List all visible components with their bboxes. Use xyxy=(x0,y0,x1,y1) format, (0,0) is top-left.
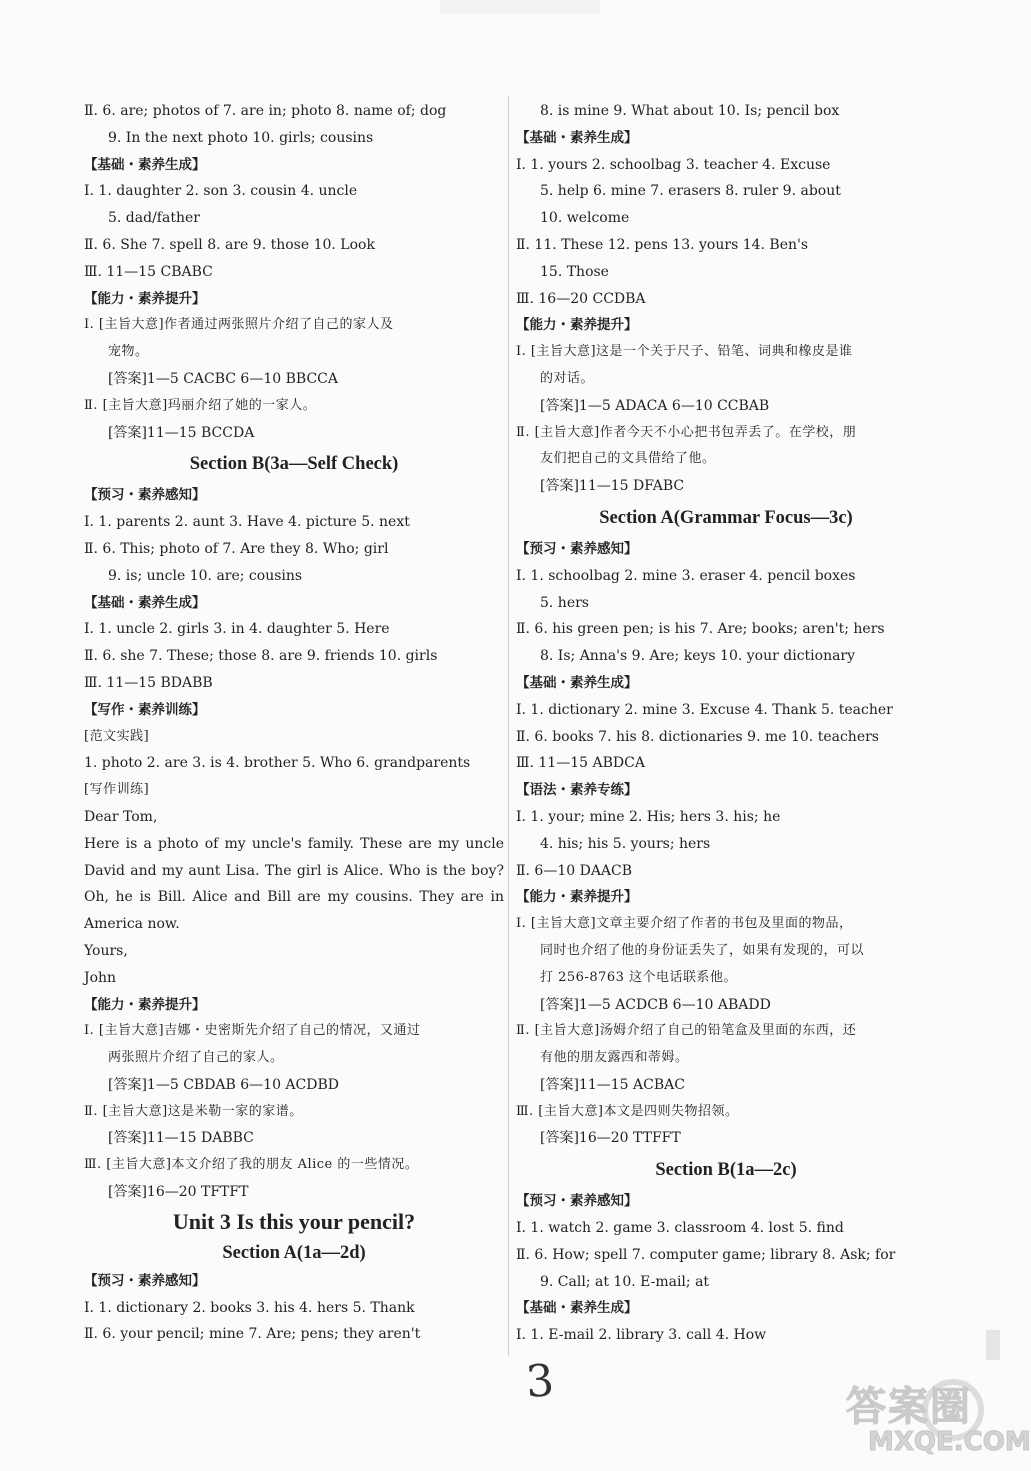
watermark-logo xyxy=(802,1369,1031,1465)
category-heading: 【预习・素养感知】 xyxy=(84,1272,206,1289)
section-title: Section A(Grammar Focus—3c) xyxy=(599,507,853,528)
answer-line: Ⅰ. 1. watch 2. game 3. classroom 4. lost 5. find xyxy=(516,1220,844,1237)
answer-line: America now. xyxy=(84,916,180,933)
answer-line: [答案]16—20 TTFFT xyxy=(540,1130,681,1147)
category-heading: 【能力・素养提升】 xyxy=(516,317,638,334)
category-heading: 【预习・素养感知】 xyxy=(516,1193,638,1210)
answer-line: Ⅰ. 1. uncle 2. girls 3. in 4. daughter 5. Here xyxy=(84,621,390,638)
answer-line: [答案]1—5 CACBC 6—10 BBCCA xyxy=(108,370,338,387)
answer-line: Yours, xyxy=(84,942,128,959)
answer-line: [答案]11—15 BCCDA xyxy=(108,424,255,441)
category-heading: 【能力・素养提升】 xyxy=(84,290,206,307)
answer-line: Ⅲ. 11—15 BDABB xyxy=(84,674,213,691)
answer-line: Ⅰ. 1. E-mail 2. library 3. call 4. How xyxy=(516,1327,767,1344)
category-heading: 【基础・素养生成】 xyxy=(516,129,638,146)
answer-line: [答案]1—5 ADACA 6—10 CCBAB xyxy=(540,397,770,414)
answer-line: Ⅰ. 1. dictionary 2. mine 3. Excuse 4. Thank 5. teacher xyxy=(516,701,893,718)
category-heading: 【语法・素养专练】 xyxy=(516,782,638,799)
answer-line: 同时也介绍了他的身份证丢失了，如果有发现的，可以 xyxy=(540,942,865,958)
answer-line: David and my aunt Lisa. The girl is Alice. Who is the boy? xyxy=(84,862,504,879)
watermark-url: MXQE.COM xyxy=(868,1427,1031,1457)
page-number: 3 xyxy=(524,1355,556,1408)
answer-line: Ⅰ. [主旨大意]吉娜・史密斯先介绍了自己的情况，又通过 xyxy=(84,1023,421,1039)
answer-line: Ⅰ. 1. daughter 2. son 3. cousin 4. uncle xyxy=(84,183,358,200)
answer-line: Ⅱ. [主旨大意]作者今天不小心把书包弄丢了。在学校，朋 xyxy=(516,424,857,440)
answer-line: Ⅰ. 1. schoolbag 2. mine 3. eraser 4. pencil boxes xyxy=(516,567,856,584)
answer-line: 8. is mine 9. What about 10. Is; pencil box xyxy=(540,103,840,119)
category-heading: 【基础・素养生成】 xyxy=(84,594,206,611)
answer-line: 两张照片介绍了自己的家人。 xyxy=(108,1050,284,1066)
answer-line: 4. his; his 5. yours; hers xyxy=(540,835,711,852)
answer-line: 5. help 6. mine 7. erasers 8. ruler 9. about xyxy=(540,183,841,200)
answer-line: Ⅱ. [主旨大意]这是米勒一家的家谱。 xyxy=(84,1103,303,1119)
answer-line: Ⅱ. [主旨大意]汤姆介绍了自己的铅笔盒及里面的东西，还 xyxy=(516,1023,857,1039)
answer-line: 有他的朋友露西和蒂姆。 xyxy=(540,1050,689,1066)
scan-edge xyxy=(986,1330,1000,1360)
answer-line: Ⅱ. 6. your pencil; mine 7. Are; pens; they aren't xyxy=(84,1326,421,1343)
answer-line: 5. dad/father xyxy=(108,210,200,227)
unit-title: Unit 3 Is this your pencil? xyxy=(172,1208,416,1234)
answer-line: [答案]1—5 CBDAB 6—10 ACDBD xyxy=(108,1076,339,1093)
answer-line: Ⅰ. 1. your; mine 2. His; hers 3. his; he xyxy=(516,808,781,825)
category-heading: 【能力・素养提升】 xyxy=(516,889,638,906)
section-title: Section B(1a—2c) xyxy=(655,1160,797,1181)
answer-line: Ⅱ. 6. She 7. spell 8. are 9. those 10. Look xyxy=(84,236,375,253)
answer-line: Ⅰ. 1. dictionary 2. books 3. his 4. hers 5. Thank xyxy=(84,1299,415,1316)
answer-line: 9. Call; at 10. E-mail; at xyxy=(540,1273,710,1290)
left-column xyxy=(84,98,504,1348)
answer-line: [答案]11—15 DFABC xyxy=(540,478,685,495)
scan-artifact xyxy=(440,0,600,14)
category-heading: 【预习・素养感知】 xyxy=(516,540,638,557)
answer-line: Ⅰ. 1. yours 2. schoolbag 3. teacher 4. Excuse xyxy=(516,156,831,173)
section-title: Section A(1a—2d) xyxy=(222,1242,366,1263)
answer-line: Ⅱ. 6. she 7. These; those 8. are 9. friends 10. girls xyxy=(84,648,438,665)
answer-line: Ⅱ. 6. are; photos of 7. are in; photo 8. name of; dog xyxy=(84,103,447,119)
category-heading: 【基础・素养生成】 xyxy=(516,1300,638,1317)
answer-line: Ⅰ. 1. parents 2. aunt 3. Have 4. picture 5. next xyxy=(84,514,410,531)
answer-line: Ⅰ. [主旨大意]文章主要介绍了作者的书包及里面的物品， xyxy=(516,916,853,932)
category-heading: 【基础・素养生成】 xyxy=(84,156,206,173)
answer-line: 9. In the next photo 10. girls; cousins xyxy=(108,129,374,146)
answer-line: 10. welcome xyxy=(540,210,630,227)
answer-line: 1. photo 2. are 3. is 4. brother 5. Who 6. grandparents xyxy=(84,755,471,772)
answer-line: 15. Those xyxy=(540,263,609,280)
answer-line: Ⅰ. [主旨大意]这是一个关于尺子、铅笔、词典和橡皮是谁 xyxy=(516,344,853,360)
answer-line: Ⅱ. 6. books 7. his 8. dictionaries 9. me 10. teachers xyxy=(516,728,879,745)
answer-line: Ⅱ. 6. his green pen; is his 7. Are; books; aren't; hers xyxy=(516,621,885,638)
answer-line: John xyxy=(84,969,117,986)
category-heading: 【写作・素养训练】 xyxy=(84,701,206,718)
answer-line: Ⅱ. 6. This; photo of 7. Are they 8. Who; girl xyxy=(84,540,389,557)
category-heading: 【基础・素养生成】 xyxy=(516,674,638,691)
answer-line: Here is a photo of my uncle's family. These are my uncle xyxy=(84,835,504,852)
answer-line: 8. Is; Anna's 9. Are; keys 10. your dictionary xyxy=(540,648,856,665)
answer-line: Ⅲ. 16—20 CCDBA xyxy=(516,290,646,307)
answer-line: 打 256-8763 这个电话联系他。 xyxy=(540,969,738,985)
answer-line: Ⅱ. 11. These 12. pens 13. yours 14. Ben's xyxy=(516,236,809,253)
answer-line: Ⅱ. 6. How; spell 7. computer game; library 8. Ask; for xyxy=(516,1246,896,1263)
answer-line: [答案]11—15 ACBAC xyxy=(540,1076,685,1093)
answer-line: 宠物。 xyxy=(108,344,149,360)
answer-line: Ⅲ. 11—15 CBABC xyxy=(84,263,213,280)
answer-line: Dear Tom, xyxy=(84,808,158,825)
watermark-text: 答案圈 xyxy=(846,1384,972,1430)
answer-line: Ⅰ. [主旨大意]作者通过两张照片介绍了自己的家人及 xyxy=(84,317,394,333)
section-title: Section B(3a—Self Check) xyxy=(189,454,399,475)
answer-line: 友们把自己的文具借给了他。 xyxy=(540,451,716,467)
answer-line: [答案]1—5 ACDCB 6—10 ABADD xyxy=(540,996,771,1013)
answer-line: 9. is; uncle 10. are; cousins xyxy=(108,567,303,584)
answer-line: 的对话。 xyxy=(540,370,595,386)
answer-line: [答案]16—20 TFTFT xyxy=(108,1184,249,1201)
answer-line: Ⅱ. 6—10 DAACB xyxy=(516,862,633,879)
right-column xyxy=(516,98,936,1349)
answer-line: [答案]11—15 DABBC xyxy=(108,1130,254,1147)
answer-line: Ⅲ. [主旨大意]本文是四则失物招领。 xyxy=(516,1103,739,1119)
answer-line: Oh, he is Bill. Alice and Bill are my cousins. They are in xyxy=(84,889,504,906)
category-heading: 【预习・素养感知】 xyxy=(84,487,206,504)
column-divider xyxy=(508,96,509,1356)
answer-line: Ⅲ. 11—15 ABDCA xyxy=(516,755,645,772)
answer-line: [写作训练] xyxy=(84,782,150,798)
answer-line: Ⅲ. [主旨大意]本文介绍了我的朋友 Alice 的一些情况。 xyxy=(84,1157,419,1173)
category-heading: 【能力・素养提升】 xyxy=(84,996,206,1013)
answer-line: Ⅱ. [主旨大意]玛丽介绍了她的一家人。 xyxy=(84,397,317,413)
answer-line: 5. hers xyxy=(540,594,589,611)
answer-line: [范文实践] xyxy=(84,728,150,744)
